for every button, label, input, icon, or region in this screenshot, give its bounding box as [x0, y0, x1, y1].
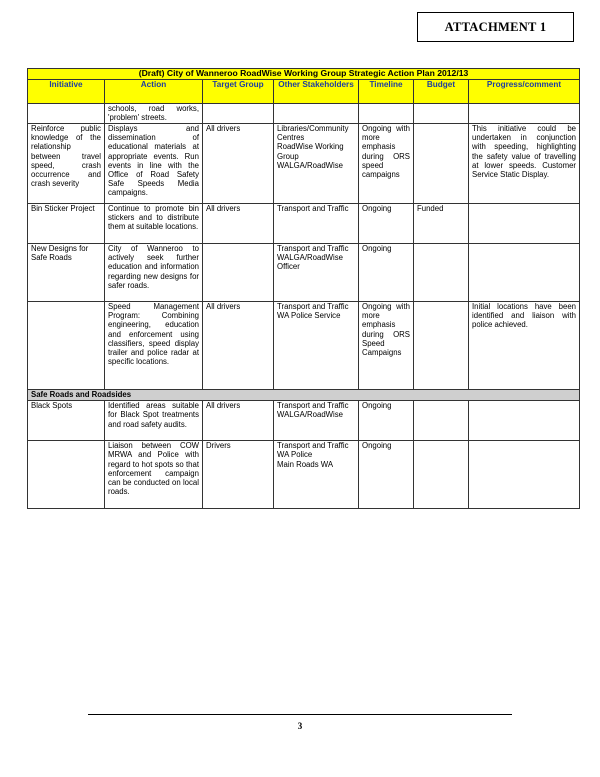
section-heading: Safe Roads and Roadsides [28, 390, 580, 401]
attachment-label: ATTACHMENT 1 [417, 12, 574, 42]
cell-initiative [28, 441, 105, 509]
cell-timeline: Ongoing [359, 204, 414, 244]
cell-stakeholders: Transport and Traffic WA Police Service [274, 302, 359, 390]
cell-action: Identified areas suitable for Black Spot treatments and road safety audits. [105, 401, 203, 441]
cell-budget: Funded [414, 204, 469, 244]
cell-initiative: New Designs for Safe Roads [28, 244, 105, 302]
cell-timeline: Ongoing with more emphasis during ORS speed campaigns [359, 124, 414, 204]
cell-timeline: Ongoing [359, 244, 414, 302]
cell-progress [469, 244, 580, 302]
cell-progress [469, 104, 580, 124]
table-row [28, 244, 580, 302]
cell-timeline: Ongoing [359, 441, 414, 509]
table-row [28, 104, 580, 124]
cell-stakeholders: Transport and Traffic WA Police Main Roads WA [274, 441, 359, 509]
cell-initiative: Reinforce public knowledge of the relationship between travel speed, crash occurrence and crash severity [28, 124, 105, 204]
cell-initiative: Black Spots [28, 401, 105, 441]
action-plan-table [27, 68, 580, 509]
page-number: 3 [297, 721, 303, 731]
cell-budget [414, 124, 469, 204]
cell-stakeholders: Transport and Traffic WALGA/RoadWise Officer [274, 244, 359, 302]
table-row [28, 204, 580, 244]
cell-target-group: All drivers [203, 401, 274, 441]
cell-timeline: Ongoing with more emphasis during ORS Speed Campaigns [359, 302, 414, 390]
cell-action: schools, road works, 'problem' streets. [105, 104, 203, 124]
table-header-row [28, 80, 580, 104]
cell-progress: Initial locations have been identified and liaison with police achieved. [469, 302, 580, 390]
cell-budget [414, 244, 469, 302]
cell-target-group [203, 104, 274, 124]
cell-target-group: All drivers [203, 124, 274, 204]
header-other-stakeholders: Other Stakeholders [274, 80, 359, 104]
cell-stakeholders: Transport and Traffic [274, 204, 359, 244]
cell-budget [414, 104, 469, 124]
cell-initiative: Bin Sticker Project [28, 204, 105, 244]
cell-initiative [28, 302, 105, 390]
cell-target-group: Drivers [203, 441, 274, 509]
cell-target-group: All drivers [203, 302, 274, 390]
header-action: Action [105, 80, 203, 104]
cell-budget [414, 302, 469, 390]
cell-target-group [203, 244, 274, 302]
cell-stakeholders [274, 104, 359, 124]
header-budget: Budget [414, 80, 469, 104]
header-target-group: Target Group [203, 80, 274, 104]
table-row [28, 124, 580, 204]
table-title-row [28, 69, 580, 80]
cell-timeline: Ongoing [359, 401, 414, 441]
table-title: (Draft) City of Wanneroo RoadWise Working Group Strategic Action Plan 2012/13 [28, 69, 580, 80]
cell-budget [414, 441, 469, 509]
cell-action: Speed Management Program: Combining engineering, education and enforcement using classifiers, speed display trailer and police radar at specific locations. [105, 302, 203, 390]
section-row [28, 390, 580, 401]
cell-progress: This initiative could be undertaken in conjunction with speeding, highlighting the safety value of travelling at lower speeds. Customer Service Static Display. [469, 124, 580, 204]
cell-action: Displays and dissemination of educational materials at appropriate events. Run events in line with the Office of Road Safety Safe Speeds Media campaigns. [105, 124, 203, 204]
footer-rule [88, 714, 512, 715]
cell-timeline [359, 104, 414, 124]
cell-progress [469, 441, 580, 509]
cell-target-group: All drivers [203, 204, 274, 244]
cell-stakeholders: Transport and Traffic WALGA/RoadWise [274, 401, 359, 441]
table-row [28, 441, 580, 509]
cell-action: Liaison between COW MRWA and Police with regard to hot spots so that enforcement campaign can be conducted on local roads. [105, 441, 203, 509]
header-initiative: Initiative [28, 80, 105, 104]
cell-initiative [28, 104, 105, 124]
cell-stakeholders: Libraries/Community Centres RoadWise Working Group WALGA/RoadWise [274, 124, 359, 204]
table-row [28, 302, 580, 390]
header-progress-comment: Progress/comment [469, 80, 580, 104]
header-timeline: Timeline [359, 80, 414, 104]
cell-budget [414, 401, 469, 441]
cell-action: City of Wanneroo to actively seek further education and information regarding new designs for safer roads. [105, 244, 203, 302]
cell-progress [469, 204, 580, 244]
table-row [28, 401, 580, 441]
cell-action: Continue to promote bin stickers and to distribute them at suitable locations. [105, 204, 203, 244]
cell-progress [469, 401, 580, 441]
